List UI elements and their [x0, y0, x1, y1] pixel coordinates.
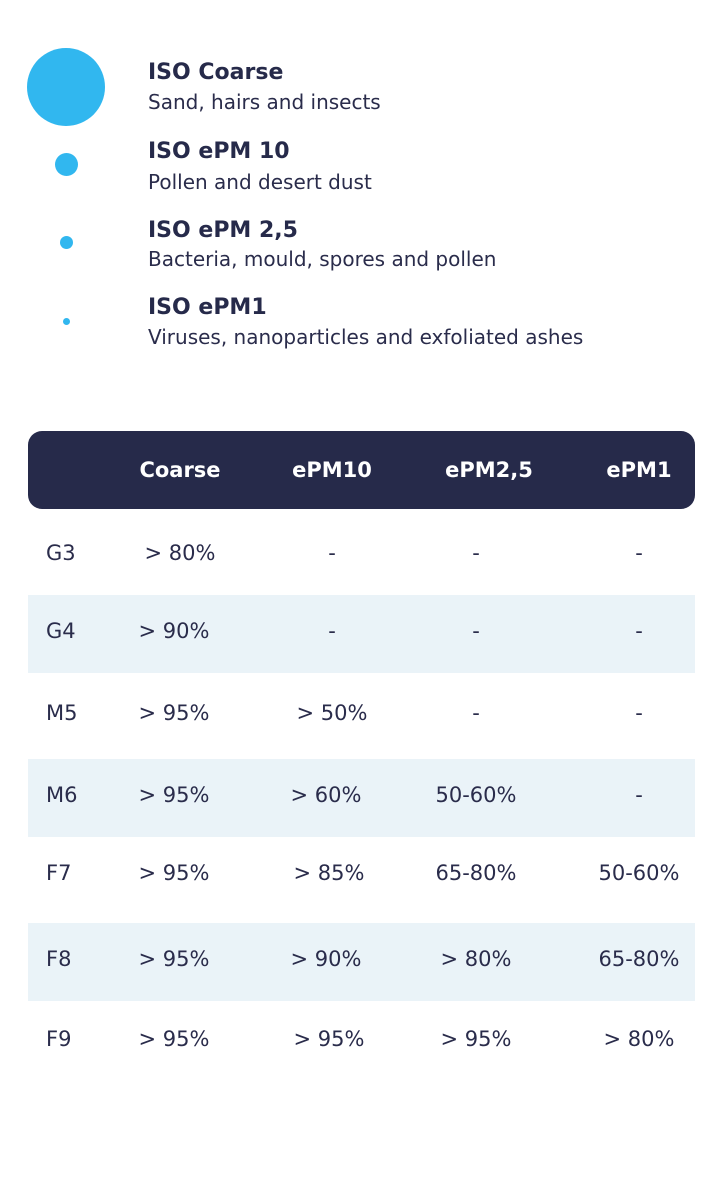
coarse-value: > 95% — [138, 1027, 210, 1051]
header-epm2-5: ePM2,5 — [445, 458, 533, 482]
epm1-value: - — [635, 783, 643, 807]
coarse-value: > 95% — [138, 783, 210, 807]
coarse-value: > 95% — [138, 701, 210, 725]
coarse-value: > 95% — [138, 861, 210, 885]
legend-title: ISO Coarse — [148, 60, 284, 85]
epm10-value: - — [328, 541, 336, 565]
filter-class: M6 — [46, 783, 78, 807]
header-coarse: Coarse — [139, 458, 221, 482]
header-epm10: ePM10 — [292, 458, 372, 482]
filter-class: F7 — [46, 861, 72, 885]
table-row — [28, 1003, 695, 1081]
tiny-particle-icon — [63, 318, 70, 325]
medium-particle-icon — [55, 153, 78, 176]
coarse-value: > 95% — [138, 947, 210, 971]
table-row — [28, 837, 695, 915]
epm1-value: - — [635, 619, 643, 643]
table-row — [28, 923, 695, 1001]
filter-class: F9 — [46, 1027, 72, 1051]
epm2-5-value: 50-60% — [435, 783, 517, 807]
epm1-value: > 80% — [603, 1027, 675, 1051]
epm10-value: > 90% — [290, 947, 362, 971]
filter-class: G4 — [46, 619, 76, 643]
coarse-value: > 80% — [144, 541, 216, 565]
table-row — [28, 595, 695, 673]
epm10-value: > 85% — [293, 861, 365, 885]
epm2-5-value: - — [472, 701, 480, 725]
epm2-5-value: > 95% — [440, 1027, 512, 1051]
legend-description: Bacteria, mould, spores and pollen — [148, 247, 497, 271]
filter-efficiency-table — [28, 431, 695, 1051]
epm10-value: > 60% — [290, 783, 362, 807]
legend-description: Sand, hairs and insects — [148, 90, 381, 114]
header-epm1: ePM1 — [606, 458, 672, 482]
legend-description: Pollen and desert dust — [148, 170, 372, 194]
epm2-5-value: - — [472, 541, 480, 565]
epm1-value: - — [635, 541, 643, 565]
legend-description: Viruses, nanoparticles and exfoliated ashes — [148, 325, 584, 349]
large-particle-icon — [27, 48, 105, 126]
epm1-value: 50-60% — [598, 861, 680, 885]
table-row — [28, 677, 695, 755]
legend-title: ISO ePM 10 — [148, 139, 290, 164]
epm10-value: > 95% — [293, 1027, 365, 1051]
coarse-value: > 90% — [138, 619, 210, 643]
epm2-5-value: - — [472, 619, 480, 643]
filter-class: F8 — [46, 947, 72, 971]
epm1-value: 65-80% — [598, 947, 680, 971]
table-row — [28, 759, 695, 837]
epm10-value: > 50% — [296, 701, 368, 725]
epm2-5-value: > 80% — [440, 947, 512, 971]
legend-title: ISO ePM1 — [148, 295, 267, 320]
legend-title: ISO ePM 2,5 — [148, 218, 298, 243]
epm2-5-value: 65-80% — [435, 861, 517, 885]
table-row — [28, 517, 695, 595]
filter-class: G3 — [46, 541, 76, 565]
epm1-value: - — [635, 701, 643, 725]
small-particle-icon — [60, 236, 73, 249]
table-header — [28, 431, 695, 509]
epm10-value: - — [328, 619, 336, 643]
filter-class: M5 — [46, 701, 78, 725]
